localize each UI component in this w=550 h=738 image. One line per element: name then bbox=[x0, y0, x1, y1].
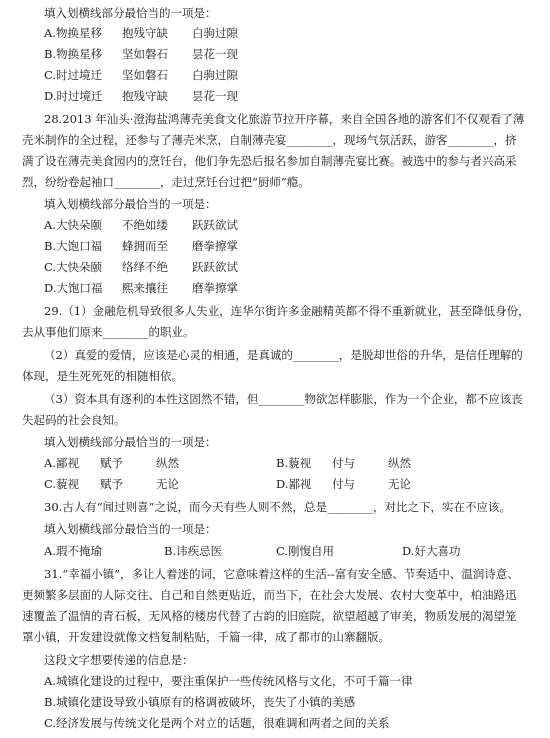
q29-prompt: 填入划横线部分最恰当的一项是： bbox=[44, 435, 217, 449]
q31-option-a[interactable]: A.城镇化建设的过程中，要注重保护一些传统风格与文化，不可千篇一律 bbox=[44, 674, 413, 688]
q28-option-a[interactable]: A.大快朵颐 不绝如缕 跃跃欲试 bbox=[44, 218, 238, 232]
q31-prompt: 这段文字想要传递的信息是： bbox=[44, 653, 194, 667]
q29-option-d[interactable]: D.鄙视 付与 无论 bbox=[276, 477, 411, 491]
q31-stem-line-4: 罩小镇，开发建设就像文档复制粘贴，千篇一律，成了都市的山寨翻版。 bbox=[22, 630, 390, 644]
q29-option-a[interactable]: A.鄙视 赋予 纵然 bbox=[44, 456, 179, 470]
q27-option-a[interactable]: A.物换星移 抱残守缺 白驹过隙 bbox=[44, 26, 238, 40]
q30-option-b[interactable]: B.讳疾忌医 bbox=[164, 544, 223, 558]
q27-option-c[interactable]: C.时过境迁 坚如磐石 白驹过隙 bbox=[44, 68, 238, 82]
q27-prompt: 填入划横线部分最恰当的一项是： bbox=[44, 6, 217, 20]
q31-option-b[interactable]: B.城镇化建设导致小镇原有的格调被破坏，丧失了小镇的美感 bbox=[44, 695, 356, 709]
q30-option-c[interactable]: C.刚愎自用 bbox=[276, 544, 335, 558]
q29-option-c[interactable]: C.藐视 赋予 无论 bbox=[44, 477, 179, 491]
q31-stem-line-1: 31.“幸福小镇”，多让人着迷的词，它意味着这样的生活--富有安全感、节奏适中、温润诗意、 bbox=[44, 567, 519, 581]
q28-option-c[interactable]: C.大快朵颐 络绎不绝 跃跃欲试 bbox=[44, 260, 238, 274]
q28-stem-line-2: 壳米制作的全过程，还参与了薄壳米烹，自制薄壳宴________，现场气氛活跃，游客________，挤 bbox=[22, 133, 517, 147]
q29-stem-line-4: 体现，是生死死死的相随相依。 bbox=[22, 369, 183, 383]
q27-option-d[interactable]: D.时过境迁 抱残守缺 昙花一现 bbox=[44, 89, 238, 103]
q29-stem-line-6: 失起码的社会良知。 bbox=[22, 413, 126, 427]
q29-stem-line-3: （2）真爱的爱情，应该是心灵的相通，是真诚的________，是脱却世俗的升华，是信任理解的 bbox=[44, 348, 523, 362]
q27-option-b[interactable]: B.物换星移 坚如磐石 昙花一现 bbox=[44, 47, 238, 61]
q31-stem-line-3: 速覆盖了温情的青石板，无风格的楼房代替了古韵的旧庭院，欲望超越了审美，物质发展的渴望笼 bbox=[22, 609, 517, 623]
q29-stem-line-2: 去从事他们原来________的职业。 bbox=[22, 325, 195, 339]
q29-stem-line-1: 29.（1）金融危机导致很多人失业，连华尔街许多金融精英都不得不重新就业，甚至降低身份， bbox=[44, 304, 530, 318]
q31-option-c[interactable]: C.经济发展与传统文化是两个对立的话题，很难调和两者之间的关系 bbox=[44, 716, 390, 730]
q28-stem-line-4: 烈，纷纷卷起袖口________，走过烹饪台过把“厨师”瘾。 bbox=[22, 175, 310, 189]
q31-stem-line-2: 更频繁多层面的人际交往、自己和自然更贴近，而当下，在社会大发展、农村大变革中，柏油路迅 bbox=[22, 588, 517, 602]
q30-option-d[interactable]: D.好大喜功 bbox=[402, 544, 461, 558]
q30-prompt: 填入划横线部分最恰当的一项是： bbox=[44, 522, 217, 536]
q28-option-d[interactable]: D.大饱口福 熙来攘往 磨拳擦掌 bbox=[44, 281, 238, 295]
q28-prompt: 填入划横线部分最恰当的一项是： bbox=[44, 197, 217, 211]
q29-stem-line-5: （3）资本具有逐利的本性这固然不错，但________物欲怎样膨胀，作为一个企业，都不应该丧 bbox=[44, 392, 523, 406]
q30-option-a[interactable]: A.瑕不掩瑜 bbox=[44, 544, 102, 558]
q29-option-b[interactable]: B.藐视 付与 纵然 bbox=[276, 456, 411, 470]
q30-stem: 30.古人有“闻过则喜”之说，而今天有些人则不然，总是________，对比之下，实在不应该。 bbox=[44, 500, 512, 514]
q28-stem-line-3: 满了设在薄壳美食园内的烹饪台，他们争先恐后报名参加自制薄壳宴比赛。被选中的参与者兴高采 bbox=[22, 154, 517, 168]
q28-option-b[interactable]: B.大饱口福 蜂拥而至 磨拳擦掌 bbox=[44, 239, 238, 253]
q28-stem-line-1: 28.2013 年汕头·澄海盐鸿薄壳美食文化旅游节拉开序幕，来自全国各地的游客们不仅观看了薄 bbox=[44, 112, 525, 126]
